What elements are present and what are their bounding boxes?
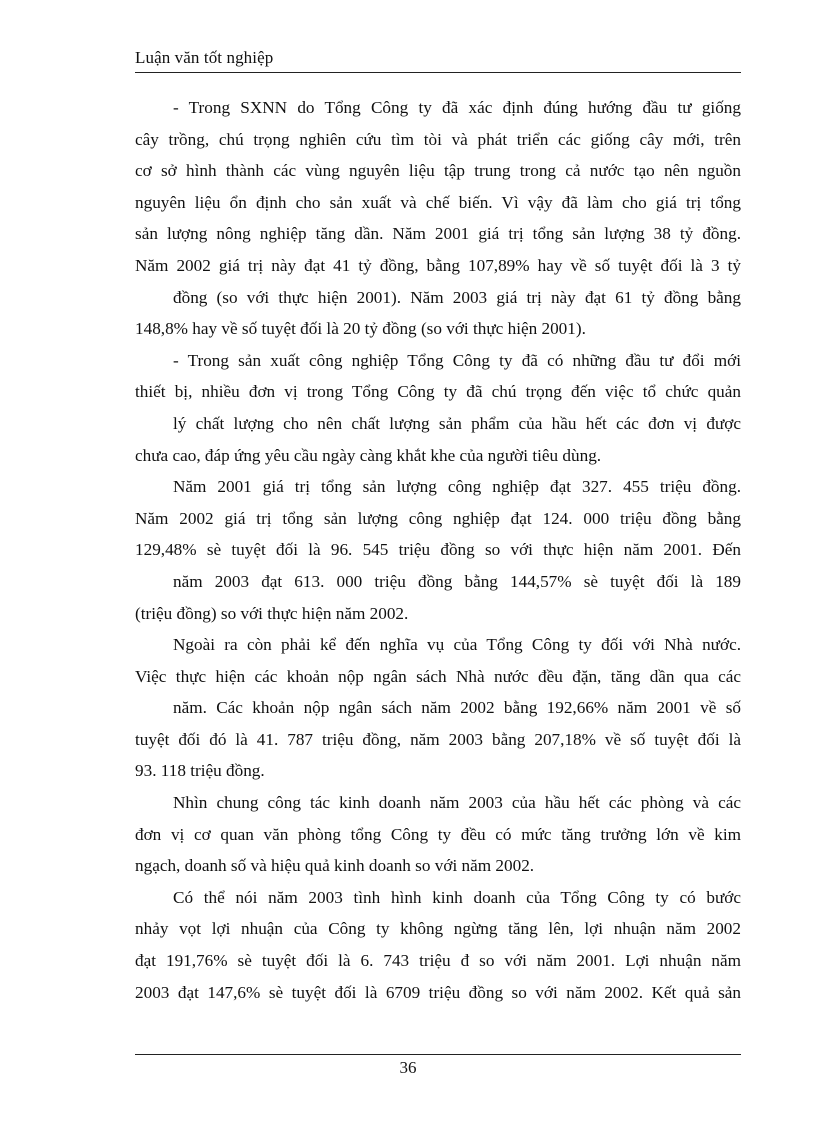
text-line: đồng (so với thực hiện 2001). Năm 2003 giá trị này đạt 61 tỷ đồng bằng [173,287,741,307]
text-line: năm 2003 đạt 613. 000 triệu đồng bằng 144,57% sè tuyệt đối là 189 [173,571,741,591]
text-line: năm. Các khoản nộp ngân sách năm 2002 bằng 192,66% năm 2001 về số [173,698,741,718]
text-line: Có thể nói năm 2003 tình hình kinh doanh của Tổng Công ty có bước [173,887,741,907]
text-line: Việc thực hiện các khoản nộp ngân sách Nhà nước đều đặn, tăng dần qua các [135,666,741,686]
running-header: Luận văn tốt nghiệp [135,48,274,67]
text-line: Ngoài ra còn phải kể đến nghĩa vụ của Tổng Công ty đối với Nhà nước. [173,635,741,655]
footer-divider [135,1054,741,1055]
text-line: cơ sở hình thành các vùng nguyên liệu tập trung trong cả nước tạo nên nguồn [135,161,741,181]
text-line: Năm 2001 giá trị tổng sản lượng công nghiệp đạt 327. 455 triệu đồng. [173,477,741,497]
text-line: lý chất lượng cho nên chất lượng sản phẩm của hầu hết các đơn vị được [173,413,741,433]
header-divider [135,72,741,73]
text-line: thiết bị, nhiều đơn vị trong Tổng Công ty đã chú trọng đến việc tổ chức quản [135,382,741,402]
body-text [135,92,741,1008]
text-line: - Trong sản xuất công nghiệp Tổng Công ty đã có những đầu tư đổi mới [173,350,741,370]
text-line: Năm 2002 giá trị tổng sản lượng công nghiệp đạt 124. 000 triệu đồng bằng [135,508,741,528]
text-line: 129,48% sè tuyệt đối là 96. 545 triệu đồng so với thực hiện năm 2001. Đến [135,540,741,560]
text-line: Nhìn chung công tác kinh doanh năm 2003 của hầu hết các phòng và các [173,793,741,813]
text-line: sản lượng nông nghiệp tăng dần. Năm 2001 giá trị tổng sản lượng 38 tỷ đồng. [135,224,741,244]
text-line: 148,8% hay về số tuyệt đối là 20 tỷ đồng (so với thực hiện 2001). [135,319,586,339]
text-line: tuyệt đối đó là 41. 787 triệu đồng, năm 2003 bằng 207,18% về số tuyệt đối là [135,729,741,749]
text-line: ngạch, doanh số và hiệu quả kinh doanh so với năm 2002. [135,856,535,876]
text-line: chưa cao, đáp ứng yêu cầu ngày càng khắt khe của người tiêu dùng. [135,445,602,465]
text-line: đạt 191,76% sè tuyệt đối là 6. 743 triệu đ so với năm 2001. Lợi nhuận năm [135,951,741,971]
text-line: (triệu đồng) so với thực hiện năm 2002. [135,603,409,623]
text-line: đơn vị cơ quan văn phòng tổng Công ty đều có mức tăng trưởng lớn về kim [135,824,741,844]
text-line: 2003 đạt 147,6% sè tuyệt đối là 6709 triệu đồng so với năm 2002. Kết quả sản [135,982,741,1002]
text-line: nguyên liệu ổn định cho sản xuất và chế biến. Vì vậy đã làm cho giá trị tổng [135,192,741,212]
page-number: 36 [399,1058,417,1077]
text-line: 93. 118 triệu đồng. [135,761,265,781]
text-line: cây trồng, chú trọng nghiên cứu tìm tòi và phát triển các giống cây mới, trên [135,129,741,149]
text-line: nhảy vọt lợi nhuận của Công ty không ngừng tăng lên, lợi nhuận năm 2002 [135,919,741,939]
text-line: - Trong SXNN do Tổng Công ty đã xác định đúng hướng đầu tư giống [173,98,741,117]
text-line: Năm 2002 giá trị này đạt 41 tỷ đồng, bằng 107,89% hay về số tuyệt đối là 3 tỷ [135,255,741,275]
